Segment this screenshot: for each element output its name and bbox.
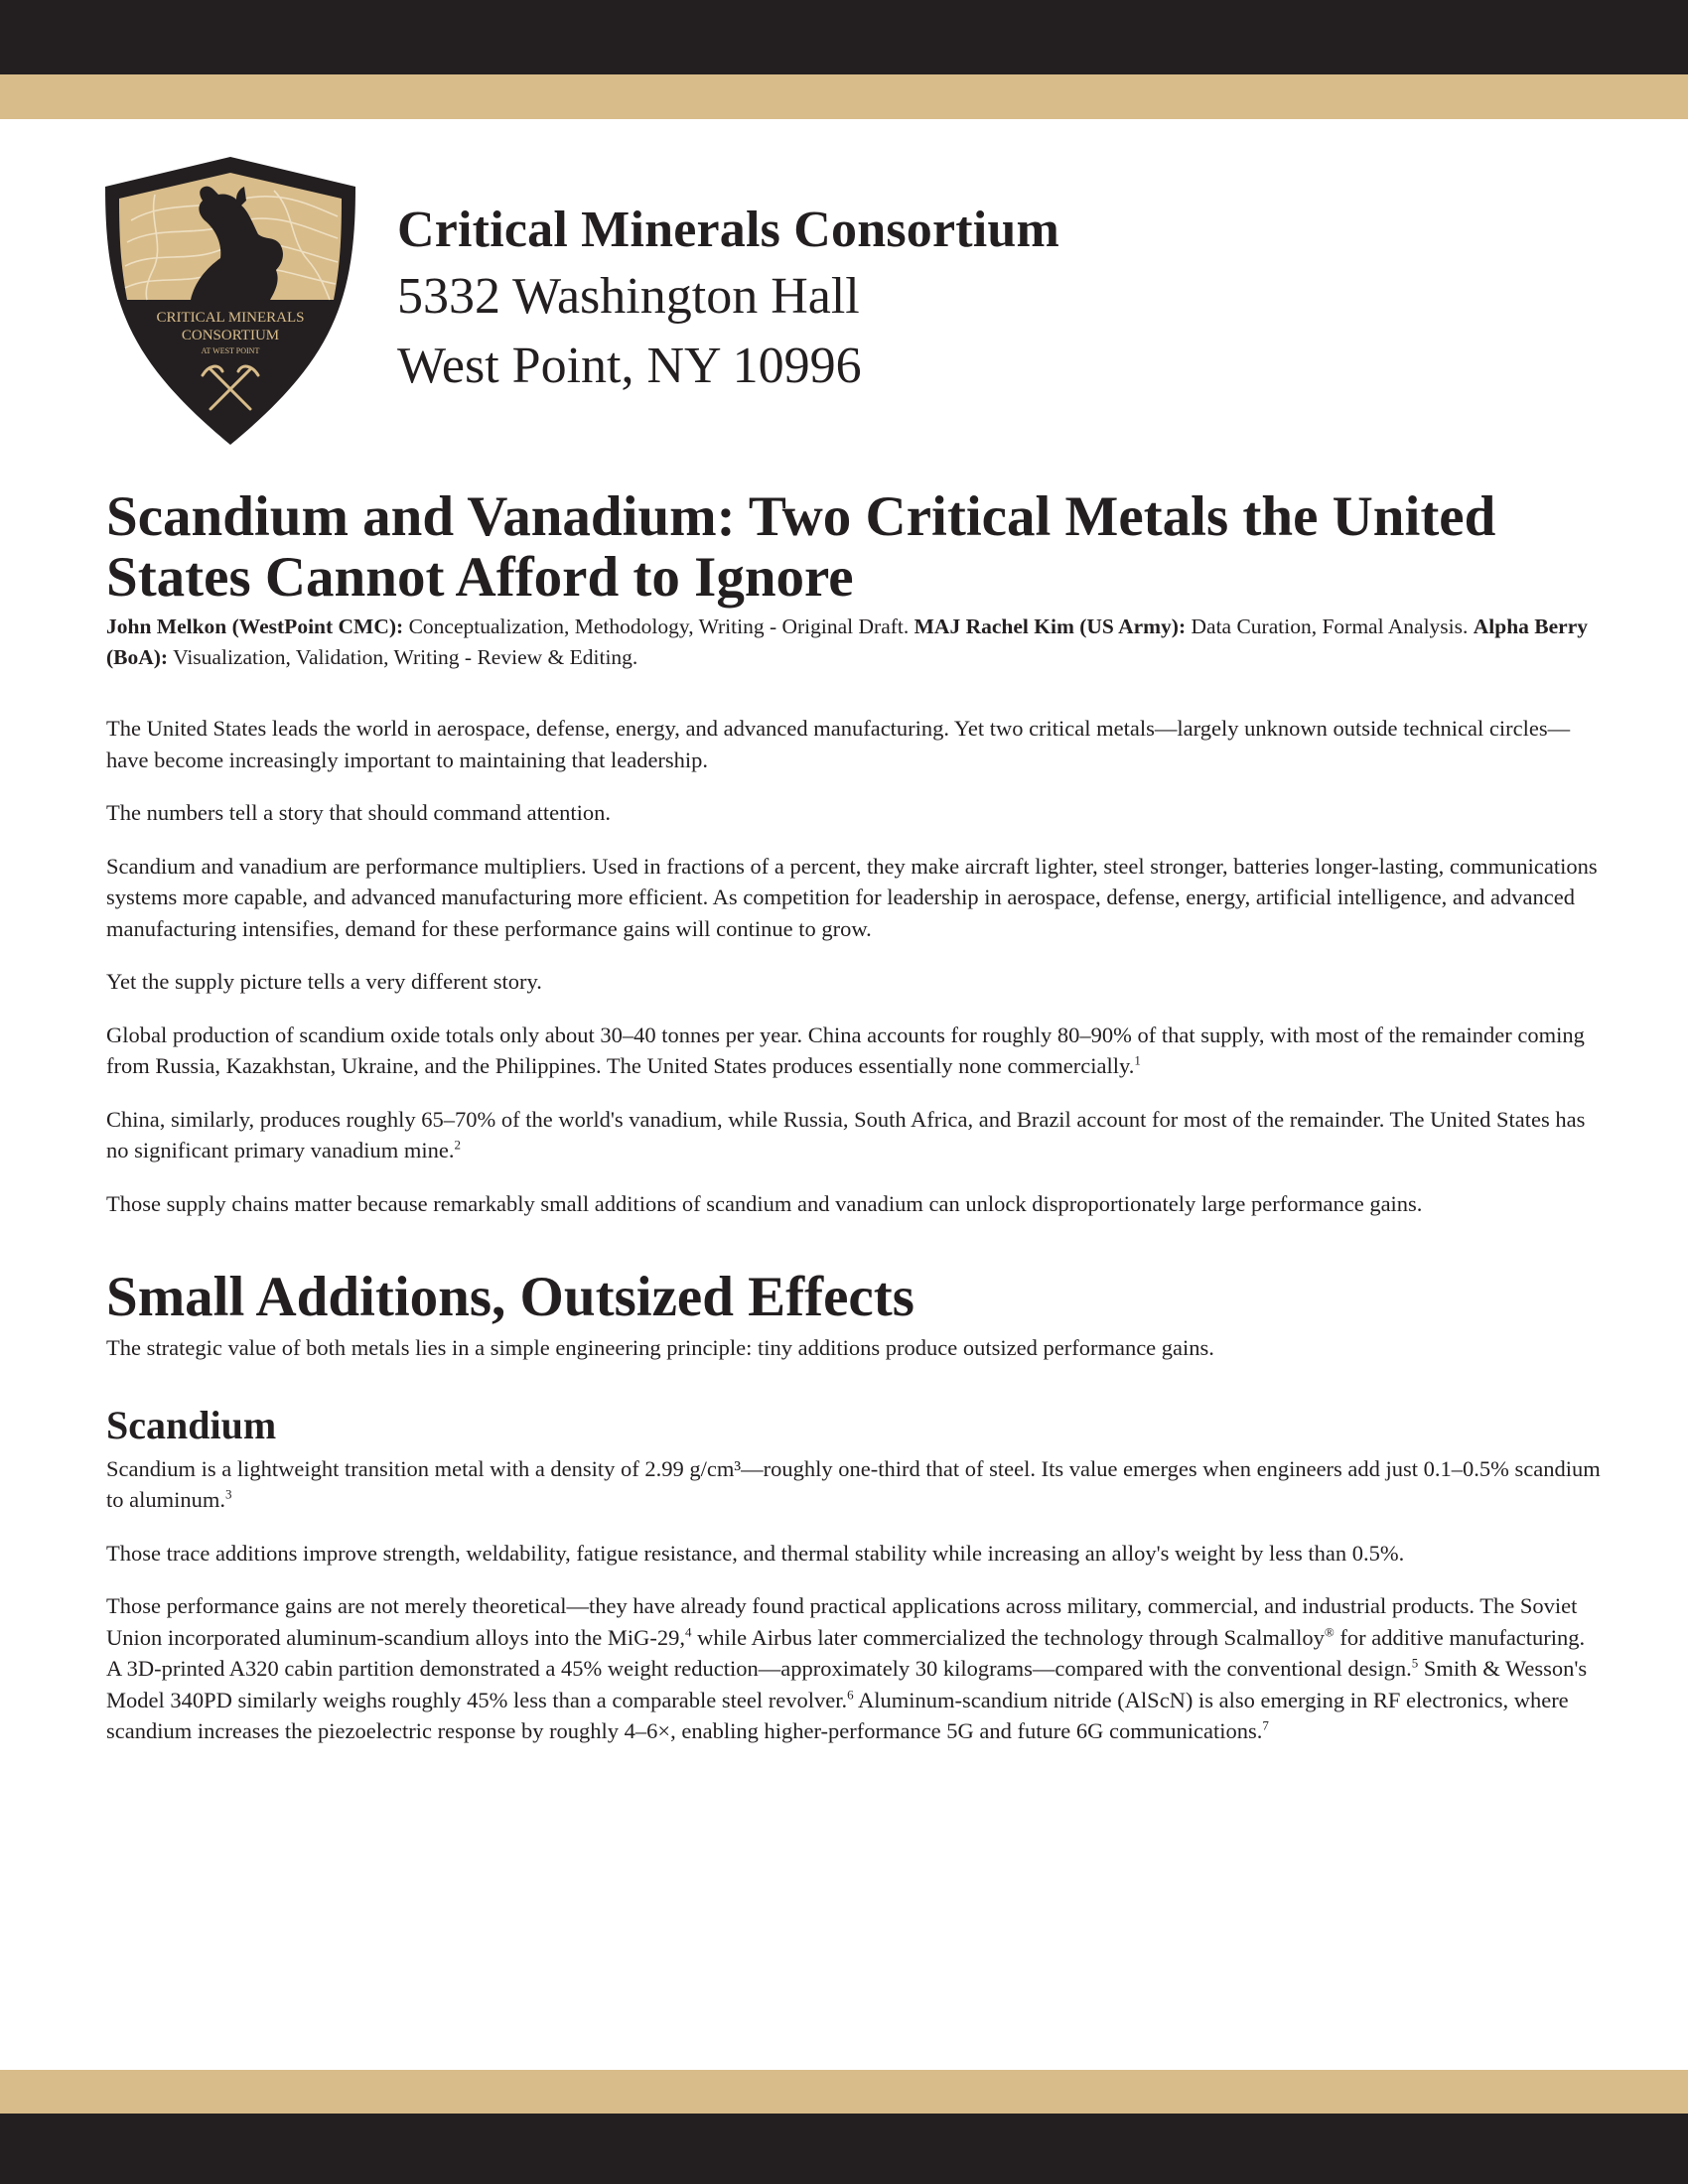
footnote-ref[interactable]: 5 bbox=[1411, 1655, 1419, 1671]
intro-body bbox=[106, 713, 1601, 1219]
subsection-heading: Scandium bbox=[106, 1402, 277, 1447]
registered-mark: ® bbox=[1324, 1624, 1335, 1639]
paragraph bbox=[106, 1104, 1601, 1166]
paragraph bbox=[106, 1020, 1601, 1082]
paragraph-text: while Airbus later commercialized the technology through Scalmalloy bbox=[691, 1624, 1325, 1650]
paragraph-text: The United States leads the world in aerospace, defense, energy, and advanced manufacturing. Yet two critical metals—largely unknown outside technical circles—have become increasingly important to maintaining that leadership. bbox=[106, 716, 1571, 772]
paragraph-text: Those performance gains are not merely theoretical—they have already found practical applications across military, commercial, and industrial products. The Soviet Union incorporated aluminum-scandium alloys into the MiG-29, bbox=[106, 1593, 1578, 1650]
author-name: John Melkon (WestPoint CMC): bbox=[106, 614, 404, 638]
paragraph bbox=[106, 851, 1601, 945]
logo-line2: CONSORTIUM bbox=[181, 328, 280, 343]
paragraph-text: Aluminum-scandium nitride (AlScN) is also emerging in RF electronics, where scandium increases the piezoelectric response by roughly 4–6×, enabling higher-performance 5G and future 6G communications. bbox=[106, 1687, 1569, 1743]
bottom-gold-band bbox=[0, 2070, 1688, 2114]
address-line-1: 5332 Washington Hall bbox=[397, 268, 860, 325]
article-title: Scandium and Vanadium: Two Critical Metals the United States Cannot Afford to Ignore bbox=[106, 485, 1496, 609]
paragraph-text: Smith & Wesson's Model 340PD similarly weighs roughly 45% less than a comparable steel revolver. bbox=[106, 1656, 1588, 1712]
paragraph-text: Scandium is a lightweight transition metal with a density of 2.99 g/cm³—roughly one-third that of steel. Its value emerges when engineers add just 0.1–0.5% scandium to aluminum. bbox=[106, 1455, 1601, 1512]
article-content bbox=[106, 486, 1601, 1769]
author-roles: Data Curation, Formal Analysis. bbox=[1186, 614, 1474, 638]
paragraph-text: China, similarly, produces roughly 65–70% of the world's vanadium, while Russia, South Africa, and Brazil account for most of the remainder. The United States has no significant primary vanadium mine. bbox=[106, 1106, 1586, 1162]
paragraph-text: The numbers tell a story that should command attention. bbox=[106, 800, 612, 825]
paragraph-text: Those trace additions improve strength, weldability, fatigue resistance, and thermal stability while increasing an alloy's weight by less than 0.5%. bbox=[106, 1540, 1405, 1566]
footnote-ref[interactable]: 3 bbox=[225, 1486, 232, 1502]
footnote-ref[interactable]: 2 bbox=[454, 1137, 462, 1153]
footnote-ref[interactable]: 7 bbox=[1262, 1717, 1269, 1733]
author-roles: Conceptualization, Methodology, Writing - Original Draft. bbox=[403, 614, 914, 638]
mule-shield-icon bbox=[95, 151, 365, 449]
paragraph-text: Those supply chains matter because remarkably small additions of scandium and vanadium can unlock disproportionately large performance gains. bbox=[106, 1190, 1423, 1216]
bottom-dark-band bbox=[0, 2114, 1688, 2184]
author-name: Alpha Berry (BoA): bbox=[106, 614, 1589, 669]
paragraph bbox=[106, 797, 1601, 829]
address-line-2: West Point, NY 10996 bbox=[397, 338, 862, 394]
logo-line3: AT WEST POINT bbox=[201, 346, 260, 355]
section-heading: Small Additions, Outsized Effects bbox=[106, 1266, 914, 1328]
paragraph bbox=[106, 1590, 1601, 1747]
paragraph bbox=[106, 1538, 1601, 1570]
author-name: MAJ Rachel Kim (US Army): bbox=[914, 614, 1187, 638]
org-name: Critical Minerals Consortium bbox=[397, 202, 1060, 258]
paragraph-text: Yet the supply picture tells a very different story. bbox=[106, 969, 542, 994]
footnote-ref[interactable]: 4 bbox=[685, 1624, 692, 1639]
paragraph bbox=[106, 1188, 1601, 1220]
paragraph bbox=[106, 1453, 1601, 1516]
section-lead: The strategic value of both metals lies in a simple engineering principle: tiny additions produce outsized performance gains. bbox=[106, 1335, 1214, 1360]
paragraph bbox=[106, 966, 1601, 998]
footnote-ref[interactable]: 1 bbox=[1134, 1052, 1141, 1068]
top-gold-band bbox=[0, 74, 1688, 119]
author-roles: Visualization, Validation, Writing - Review & Editing. bbox=[168, 645, 638, 669]
org-header bbox=[397, 199, 1489, 401]
consortium-logo bbox=[95, 151, 365, 449]
top-dark-band bbox=[0, 0, 1688, 74]
author-credits bbox=[106, 612, 1601, 673]
paragraph-text: Global production of scandium oxide totals only about 30–40 tonnes per year. China accounts for roughly 80–90% of that supply, with most of the remainder coming from Russia, Kazakhstan, Ukraine, and the Philippines. The United States produces essentially none commercially. bbox=[106, 1022, 1585, 1078]
paragraph bbox=[106, 713, 1601, 775]
footnote-ref[interactable]: 6 bbox=[847, 1687, 854, 1702]
paragraph-text: Scandium and vanadium are performance multipliers. Used in fractions of a percent, they make aircraft lighter, steel stronger, batteries longer-lasting, communications systems more capable, and advanced manufacturing more efficient. As competition for leadership in aerospace, defense, energy, artificial intelligence, and advanced manufacturing intensifies, demand for these performance gains will continue to grow. bbox=[106, 853, 1598, 941]
logo-line1: CRITICAL MINERALS bbox=[156, 310, 305, 326]
paragraph-text: for additive manufacturing. A 3D-printed A320 cabin partition demonstrated a 45% weight reduction—approximately 30 kilograms—compared with the conventional design. bbox=[106, 1624, 1586, 1681]
